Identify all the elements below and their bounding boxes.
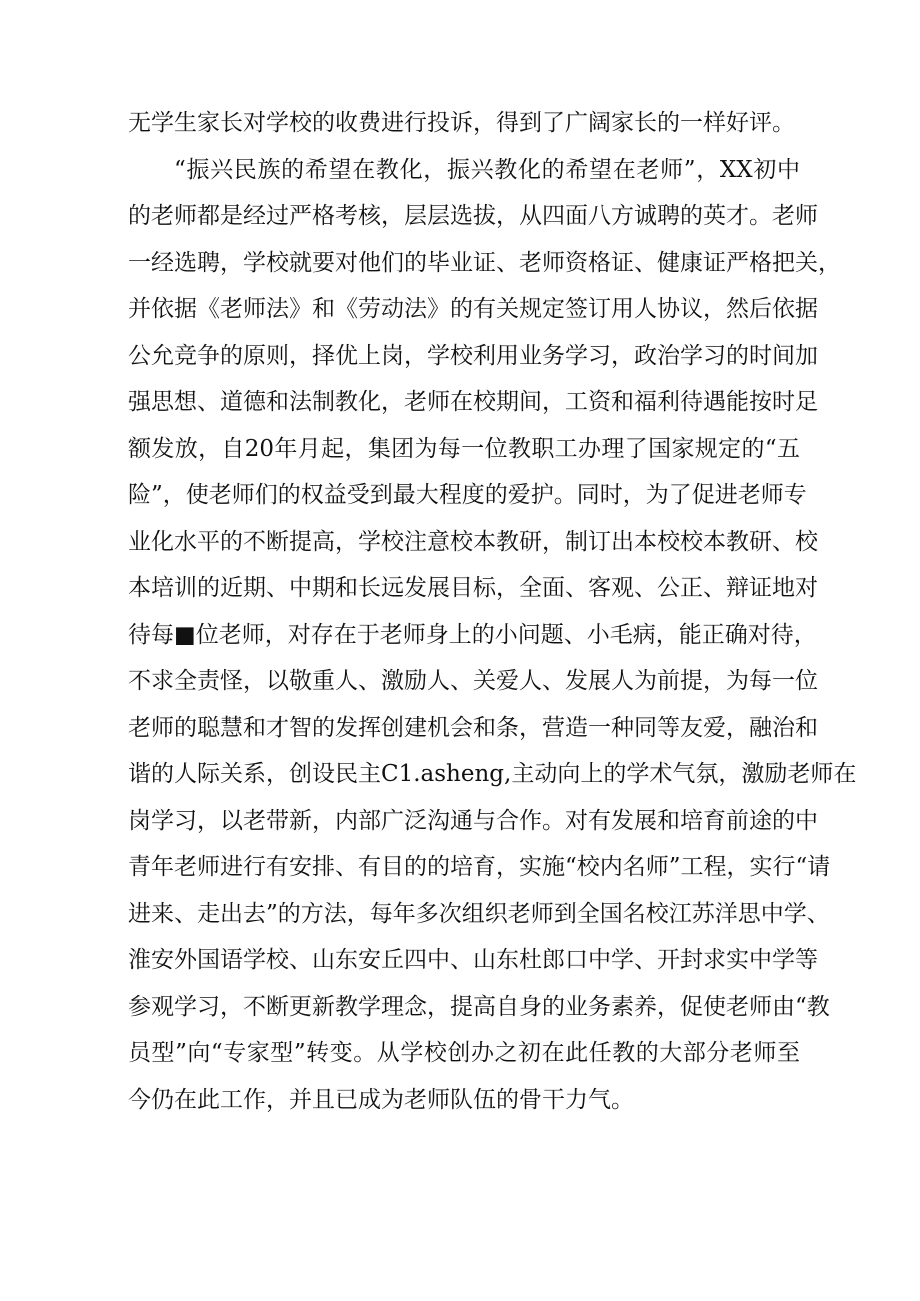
text-line: 强思想、道德和法制教化，老师在校期间，工资和福利待遇能按时足 bbox=[128, 389, 818, 415]
text-line: 公允竞争的原则，择优上岗，学校利用业务学习，政治学习的时间加 bbox=[128, 342, 818, 369]
text-line: 无学生家长对学校的收费进行投诉，得到了广阔家长的一样好评。 bbox=[128, 110, 795, 136]
text-line: 额发放，自20年月起，集团为每一位教职工办理了国家规定的“五 bbox=[128, 435, 800, 462]
text-line: 今仍在此工作，并且已成为老师队伍的骨干力气。 bbox=[128, 1086, 634, 1113]
text-line: “振兴民族的希望在教化，振兴教化的希望在老师”，XX初中 bbox=[174, 156, 800, 183]
text-line: 参观学习，不断更新教学理念，提高自身的业务素养，促使老师由“教 bbox=[128, 993, 830, 1020]
text-line: 业化水平的不断提高，学校注意校本教研，制订出本校校本教研、校 bbox=[128, 528, 818, 555]
body-text bbox=[128, 100, 857, 1123]
text-line: 谐的人际关系，创设民主C1.asheng,主动向上的学术气氛，激励老师在 bbox=[128, 761, 857, 787]
text-line: 不求全责怪，以敬重人、激励人、关爱人、发展人为前提，为每一位 bbox=[128, 668, 818, 694]
text-line: 进来、走出去”的方法，每年多次组织老师到全国名校江苏洋思中学、 bbox=[128, 900, 830, 927]
text-line: 岗学习，以老带新，内部广泛沟通与合作。对有发展和培育前途的中 bbox=[128, 807, 818, 834]
text-line: 员型”向“专家型”转变。从学校创办之初在此任教的大部分老师至 bbox=[128, 1040, 800, 1066]
text-line: 一经选聘，学校就要对他们的毕业证、老师资格证、健康证严格把关， bbox=[128, 249, 841, 276]
text-line: 待每■位老师，对存在于老师身上的小问题、小毛病，能正确对待， bbox=[128, 621, 817, 648]
text-line: 淮安外国语学校、山东安丘四中、山东杜郎口中学、开封求实中学等 bbox=[128, 947, 818, 973]
text-line: 老师的聪慧和才智的发挥创建机会和条，营造一种同等友爱，融治和 bbox=[128, 714, 818, 741]
text-line: 青年老师进行有安排、有目的的培育，实施“校内名师”工程，实行“请 bbox=[128, 854, 831, 880]
text-line: 的老师都是经过严格考核，层层选拔，从四面八方诚聘的英才。老师 bbox=[128, 203, 818, 229]
text-line: 并依据《老师法》和《劳动法》的有关规定签订用人协议，然后依据 bbox=[128, 296, 818, 322]
text-line: 险”，使老师们的权益受到最大程度的爱护。同时，为了促进老师专 bbox=[128, 482, 807, 508]
text-line: 本培训的近期、中期和长远发展目标，全面、客观、公正、辩证地对 bbox=[128, 575, 818, 601]
